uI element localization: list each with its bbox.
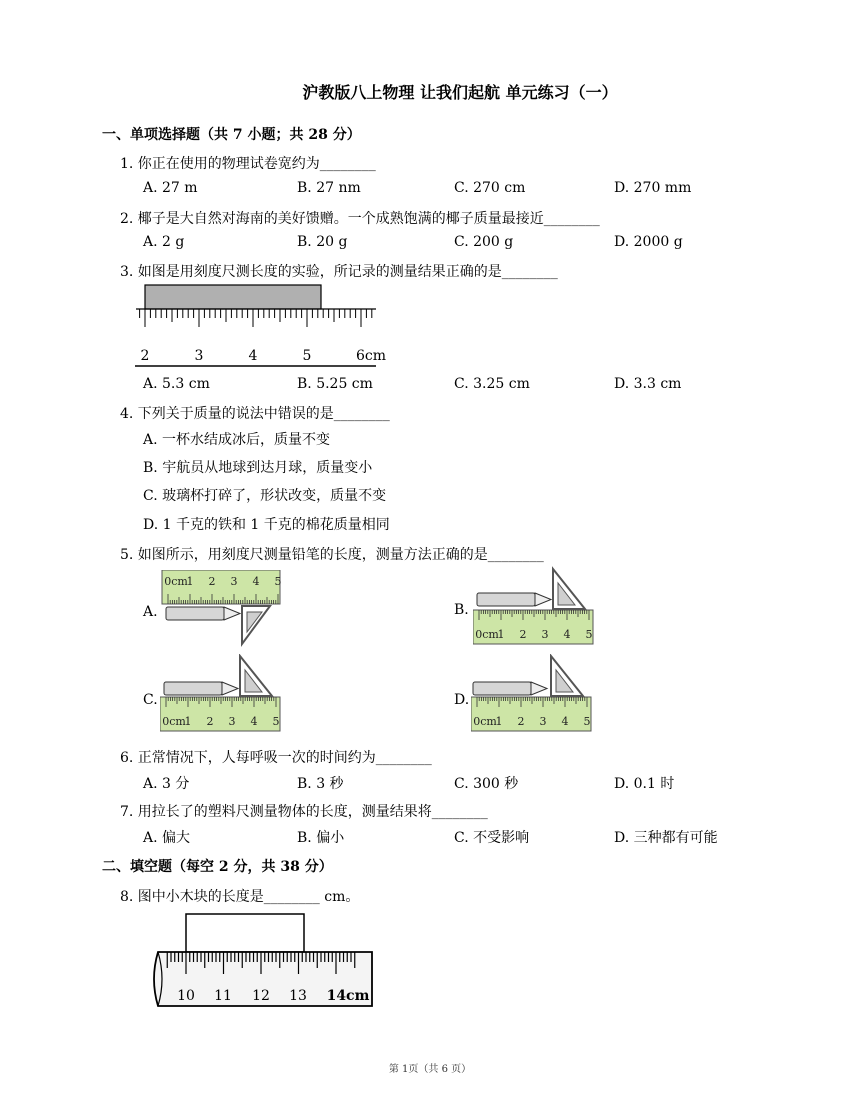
small-ruler-label: 2: [206, 715, 214, 728]
measured-block: [145, 285, 321, 309]
ruler-label-14cm: 14cm: [326, 988, 370, 1004]
q4-option-a[interactable]: A. 一杯水结成冰后，质量不变: [143, 432, 331, 448]
ruler-label-2: 2: [140, 348, 150, 364]
ruler-figure-q3: [130, 282, 390, 372]
question-8: 8. 图中小木块的长度是________ cm。: [120, 889, 360, 905]
ruler-label-6cm: 6cm: [355, 348, 387, 364]
ruler-label-10: 10: [177, 988, 195, 1004]
small-ruler-label: 0cm: [164, 575, 188, 588]
section-heading-fill: 二、填空题（每空 2 分，共 38 分）: [102, 859, 333, 875]
q3-option-b[interactable]: B. 5.25 cm: [297, 376, 373, 392]
q2-option-b[interactable]: B. 20 g: [297, 234, 348, 250]
ruler-label-12: 12: [252, 988, 270, 1004]
q5-figure-c: [160, 654, 285, 736]
q1-option-d[interactable]: D. 270 mm: [614, 180, 692, 196]
q1-option-b[interactable]: B. 27 nm: [297, 180, 361, 196]
ruler-figure-q8: [150, 912, 380, 1012]
ruler-label-4: 4: [248, 348, 258, 364]
q5-option-d[interactable]: D.: [454, 692, 470, 708]
question-7: 7. 用拉长了的塑料尺测量物体的长度，测量结果将________: [120, 804, 488, 820]
q3-option-d[interactable]: D. 3.3 cm: [614, 376, 682, 392]
small-ruler-label: 5: [583, 715, 591, 728]
small-ruler-label: 2: [517, 715, 525, 728]
q6-option-c[interactable]: C. 300 秒: [454, 776, 519, 792]
q3-option-a[interactable]: A. 5.3 cm: [143, 376, 210, 392]
q6-option-d[interactable]: D. 0.1 时: [614, 776, 675, 792]
page-title: 沪教版八上物理 让我们起航 单元练习（一）: [302, 83, 618, 102]
page-footer: 第 1页（共 6 页）: [388, 1064, 472, 1075]
small-ruler-label: 0cm: [473, 715, 497, 728]
question-4: 4. 下列关于质量的说法中错误的是________: [120, 406, 390, 422]
q6-option-a[interactable]: A. 3 分: [143, 776, 190, 792]
q4-option-b[interactable]: B. 宇航员从地球到达月球，质量变小: [143, 460, 373, 476]
small-ruler-label: 2: [519, 628, 527, 641]
q2-option-a[interactable]: A. 2 g: [143, 234, 185, 250]
small-ruler-label: 3: [230, 575, 238, 588]
small-ruler-label: 1: [495, 715, 503, 728]
q7-option-c[interactable]: C. 不受影响: [454, 830, 530, 846]
small-ruler-label: 4: [561, 715, 569, 728]
small-ruler-label: 1: [184, 715, 192, 728]
q7-option-b[interactable]: B. 偏小: [297, 830, 345, 846]
question-3: 3. 如图是用刻度尺测长度的实验，所记录的测量结果正确的是________: [120, 264, 558, 280]
small-ruler-label: 4: [252, 575, 260, 588]
small-ruler-label: 5: [272, 715, 280, 728]
q3-option-c[interactable]: C. 3.25 cm: [454, 376, 530, 392]
small-ruler-label: 1: [186, 575, 194, 588]
ruler-label-11: 11: [214, 988, 232, 1004]
small-ruler-label: 5: [274, 575, 282, 588]
question-5: 5. 如图所示，用刻度尺测量铅笔的长度，测量方法正确的是________: [120, 547, 544, 563]
q1-option-c[interactable]: C. 270 cm: [454, 180, 526, 196]
q5-option-a[interactable]: A.: [143, 604, 158, 620]
ruler-label-13: 13: [289, 988, 307, 1004]
q4-option-c[interactable]: C. 玻璃杯打碎了，形状改变，质量不变: [143, 488, 387, 504]
small-ruler-label: 0cm: [162, 715, 186, 728]
q5-figure-a: [160, 570, 285, 650]
q5-figure-d: [471, 654, 596, 736]
q4-option-d[interactable]: D. 1 千克的铁和 1 千克的棉花质量相同: [143, 517, 390, 533]
small-ruler-label: 3: [541, 628, 549, 641]
q7-option-a[interactable]: A. 偏大: [143, 830, 191, 846]
q7-option-d[interactable]: D. 三种都有可能: [614, 830, 718, 846]
q5-option-b[interactable]: B.: [454, 602, 469, 618]
ruler-label-5: 5: [302, 348, 312, 364]
small-ruler-label: 4: [563, 628, 571, 641]
small-ruler-label: 0cm: [475, 628, 499, 641]
q5-option-c[interactable]: C.: [143, 692, 158, 708]
question-2: 2. 椰子是大自然对海南的美好馈赠。一个成熟饱满的椰子质量最接近________: [120, 211, 600, 227]
q2-option-c[interactable]: C. 200 g: [454, 234, 514, 250]
question-1: 1. 你正在使用的物理试卷宽约为________: [120, 156, 376, 172]
q5-figure-b: [473, 563, 598, 648]
small-ruler-label: 1: [497, 628, 505, 641]
small-ruler-label: 4: [250, 715, 258, 728]
small-ruler-label: 2: [208, 575, 216, 588]
q2-option-d[interactable]: D. 2000 g: [614, 234, 683, 250]
section-heading-choice: 一、单项选择题（共 7 小题；共 28 分）: [102, 127, 361, 143]
small-ruler-label: 3: [539, 715, 547, 728]
ruler-label-3: 3: [194, 348, 204, 364]
wood-block: [186, 914, 304, 952]
small-ruler-label: 3: [228, 715, 236, 728]
question-6: 6. 正常情况下，人每呼吸一次的时间约为________: [120, 750, 432, 766]
q1-option-a[interactable]: A. 27 m: [143, 180, 198, 196]
small-ruler-label: 5: [585, 628, 593, 641]
q6-option-b[interactable]: B. 3 秒: [297, 776, 344, 792]
